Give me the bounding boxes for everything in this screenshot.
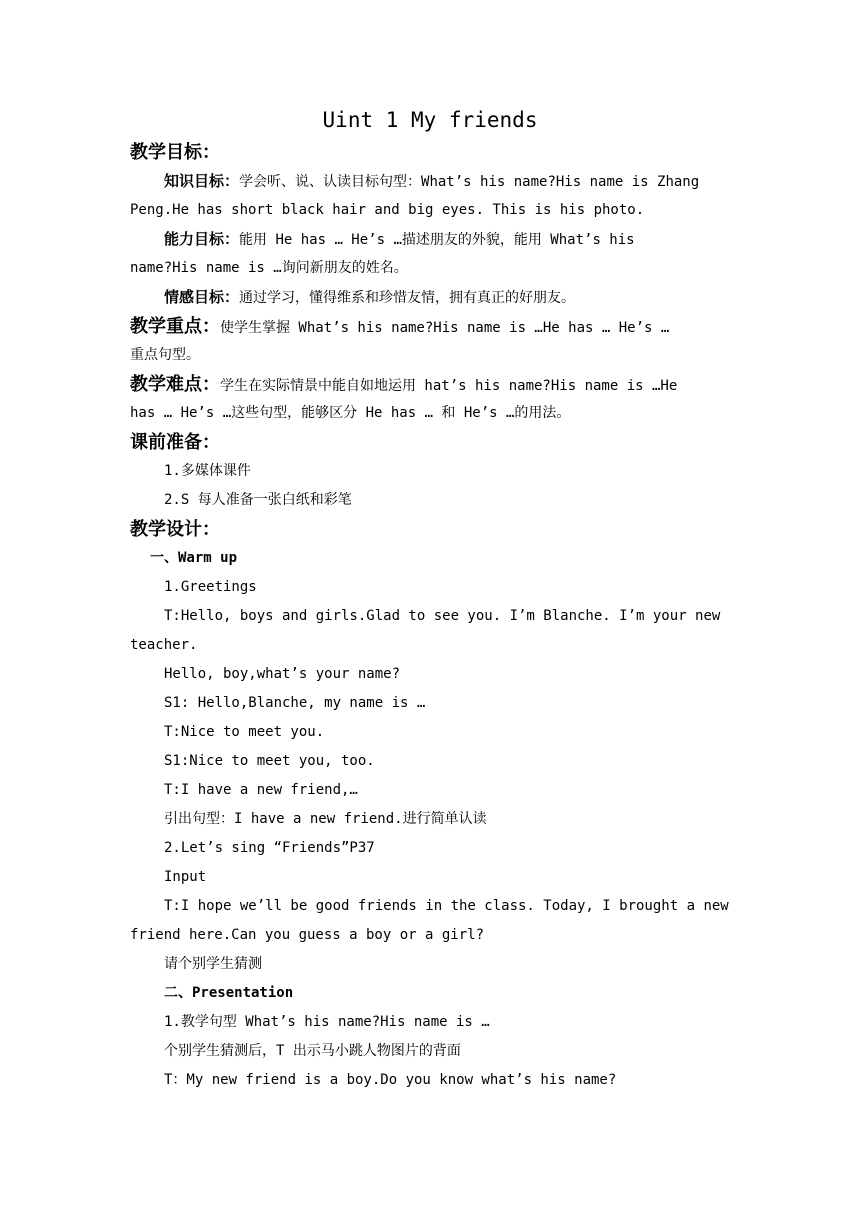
presentation-line: T：My new friend is a boy.Do you know what’s his name?	[164, 1072, 617, 1088]
ability-objective-line	[130, 225, 730, 254]
objectives-heading: 教学目标：	[130, 142, 220, 163]
emotion-objective-line	[130, 283, 730, 312]
key-points-text-2: 重点句型。	[130, 347, 200, 363]
key-points-label: 教学重点：	[130, 316, 220, 337]
design-line: T:I hope we’ll be good friends in the class. Today, I brought a new	[164, 898, 729, 914]
design-line: 请个别学生猜测	[164, 956, 262, 972]
knowledge-text-1: 学会听、说、认读目标句型：What’s his name?His name is Zhang	[239, 174, 700, 190]
preparation-item: 2.S 每人准备一张白纸和彩笔	[164, 492, 352, 508]
design-line: 1.Greetings	[164, 579, 257, 595]
knowledge-label: 知识目标：	[164, 172, 240, 190]
key-points-line	[130, 312, 730, 341]
design-line: Hello, boy,what’s your name?	[164, 666, 401, 682]
ability-label: 能力目标：	[164, 230, 240, 248]
document-page	[130, 104, 730, 1095]
difficult-points-line	[130, 370, 730, 399]
design-heading: 教学设计：	[130, 519, 220, 540]
key-points-text-1: 使学生掌握 What’s his name?His name is …He has … He’s …	[220, 320, 670, 336]
design-line: T:I have a new friend,…	[164, 782, 358, 798]
presentation-line: 个别学生猜测后，T 出示马小跳人物图片的背面	[164, 1043, 461, 1059]
design-line: friend here.Can you guess a boy or a girl?	[130, 927, 485, 943]
presentation-heading: 二、Presentation	[164, 985, 294, 1001]
design-line: S1: Hello,Blanche, my name is …	[164, 695, 426, 711]
document-title: Uint 1 My friends	[322, 108, 538, 132]
design-line: S1:Nice to meet you, too.	[164, 753, 375, 769]
preparation-heading: 课前准备：	[130, 432, 220, 453]
difficult-points-text-1: 学生在实际情景中能自如地运用 hat’s his name?His name is …He	[220, 378, 678, 394]
difficult-points-label: 教学难点：	[130, 374, 220, 395]
emotion-text: 通过学习，懂得维系和珍惜友情，拥有真正的好朋友。	[239, 290, 576, 306]
warmup-heading: 一、Warm up	[150, 550, 238, 566]
design-line: Input	[164, 869, 207, 885]
design-line: T:Nice to meet you.	[164, 724, 325, 740]
design-line: teacher.	[130, 637, 198, 653]
design-line: 2.Let’s sing “Friends”P37	[164, 840, 375, 856]
design-line: 引出句型：I have a new friend.进行简单认读	[164, 811, 487, 827]
ability-text-1: 能用 He has … He’s …描述朋友的外貌，能用 What’s his	[239, 232, 635, 248]
knowledge-objective-line	[130, 167, 730, 196]
presentation-line: 1.教学句型 What’s his name?His name is …	[164, 1014, 490, 1030]
difficult-points-text-2: has … He’s …这些句型，能够区分 He has … 和 He’s …的用法。	[130, 405, 571, 421]
preparation-item: 1.多媒体课件	[164, 463, 251, 479]
emotion-label: 情感目标：	[164, 288, 240, 306]
ability-text-2: name?His name is …询问新朋友的姓名。	[130, 260, 408, 276]
design-line: T:Hello, boys and girls.Glad to see you. I’m Blanche. I’m your new	[164, 608, 721, 624]
knowledge-text-2: Peng.He has short black hair and big eyes. This is his photo.	[130, 202, 645, 218]
